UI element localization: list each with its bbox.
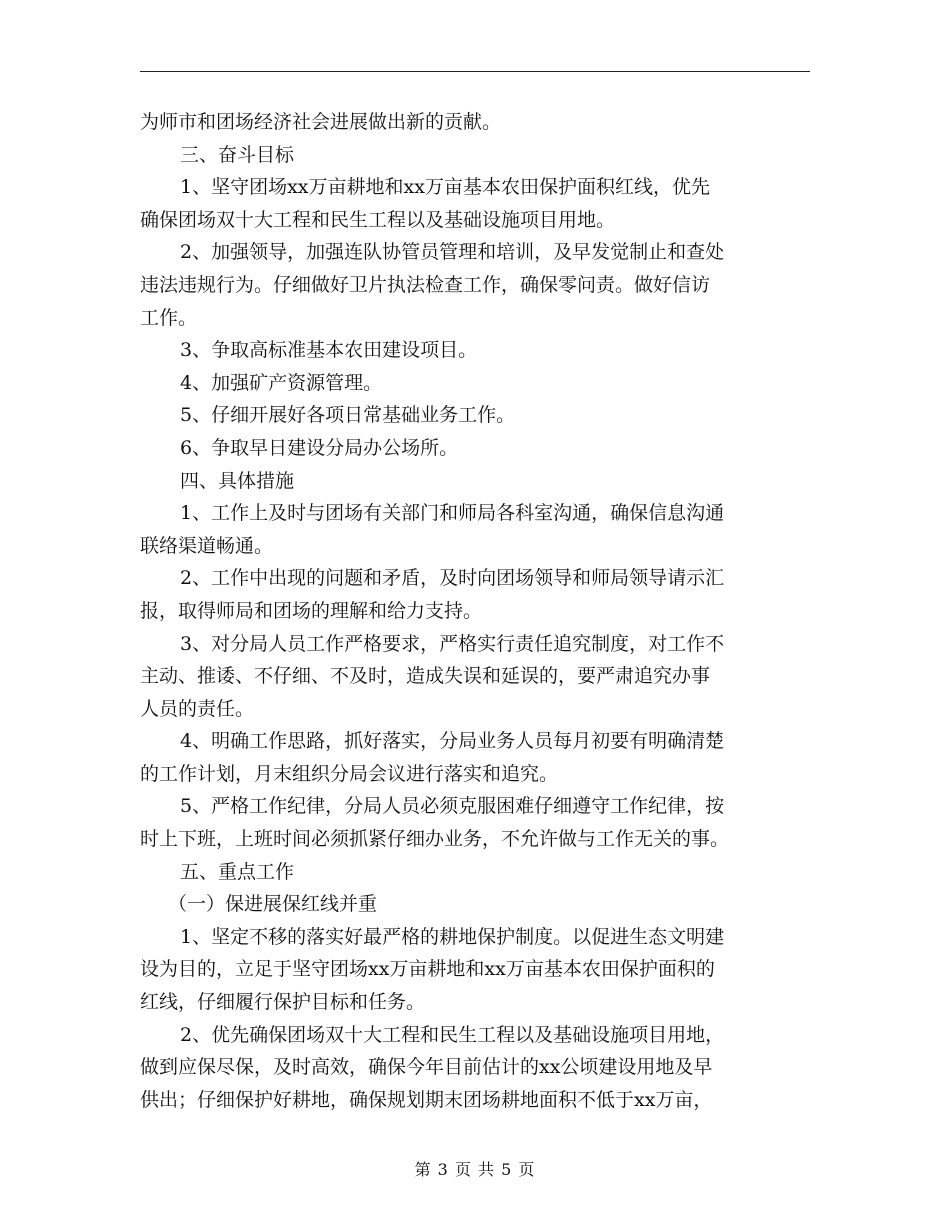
header-rule <box>140 71 810 72</box>
text-line: 三、奋斗目标 <box>180 143 295 166</box>
text-line: 1、工作上及时与团场有关部门和师局各科室沟通，确保信息沟通 <box>180 502 725 525</box>
text-line: 6、争取早日建设分局办公场所。 <box>180 436 459 459</box>
text-line: 四、具体措施 <box>180 469 295 492</box>
text-line: 报，取得师局和团场的理解和给力支持。 <box>140 599 483 622</box>
text-line: 联络渠道畅通。 <box>140 534 274 557</box>
text-line: 2、工作中出现的问题和矛盾，及时向团场领导和师局领导请示汇 <box>180 567 725 590</box>
text-line: 5、仔细开展好各项日常基础业务工作。 <box>180 404 516 427</box>
text-line: 1、坚守团场xx万亩耕地和xx万亩基本农田保护面积红线，优先 <box>180 176 710 199</box>
text-line: 做到应保尽保，及时高效，确保今年目前估计的xx公顷建设用地及早 <box>140 1056 713 1079</box>
text-line: 违法违规行为。仔细做好卫片执法检查工作，确保零问责。做好信访 <box>140 273 711 296</box>
text-line: 3、争取高标准基本农田建设项目。 <box>180 339 478 362</box>
text-line: 2、加强领导，加强连队协管员管理和培训，及早发觉制止和查处 <box>180 241 725 264</box>
text-line: （一）保进展保红线并重 <box>168 893 378 916</box>
text-line: 人员的责任。 <box>140 697 255 720</box>
text-line: 确保团场双十大工程和民生工程以及基础设施项目用地。 <box>140 208 616 231</box>
text-line: 设为目的，立足于坚守团场xx万亩耕地和xx万亩基本农田保护面积的 <box>140 958 715 981</box>
body-text <box>140 106 812 1116</box>
page-number-footer: 第 3 页 共 5 页 <box>414 1160 536 1179</box>
text-line: 红线，仔细履行保护目标和任务。 <box>140 991 426 1014</box>
text-line: 4、加强矿产资源管理。 <box>180 371 383 394</box>
text-line: 为师市和团场经济社会进展做出新的贡献。 <box>140 111 502 133</box>
text-line: 五、重点工作 <box>180 860 295 883</box>
text-line: 3、对分局人员工作严格要求，严格实行责任追究制度，对工作不 <box>180 632 725 655</box>
text-line: 2、优先确保团场双十大工程和民生工程以及基础设施项目用地， <box>180 1023 725 1046</box>
text-line: 主动、推诿、不仔细、不及时，造成失误和延误的，要严肃追究办事 <box>140 665 711 688</box>
text-line: 时上下班，上班时间必须抓紧仔细办业务，不允许做与工作无关的事。 <box>140 828 730 851</box>
text-line: 供出；仔细保护好耕地，确保规划期末团场耕地面积不低于xx万亩， <box>140 1088 713 1111</box>
text-line: 4、明确工作思路，抓好落实，分局业务人员每月初要有明确清楚 <box>180 730 725 753</box>
text-line: 5、严格工作纪律，分局人员必须克服困难仔细遵守工作纪律，按 <box>180 795 725 818</box>
text-line: 1、坚定不移的落实好最严格的耕地保护制度。以促进生态文明建 <box>180 925 725 948</box>
text-line: 的工作计划，月末组织分局会议进行落实和追究。 <box>140 762 559 785</box>
text-line: 工作。 <box>140 306 198 329</box>
